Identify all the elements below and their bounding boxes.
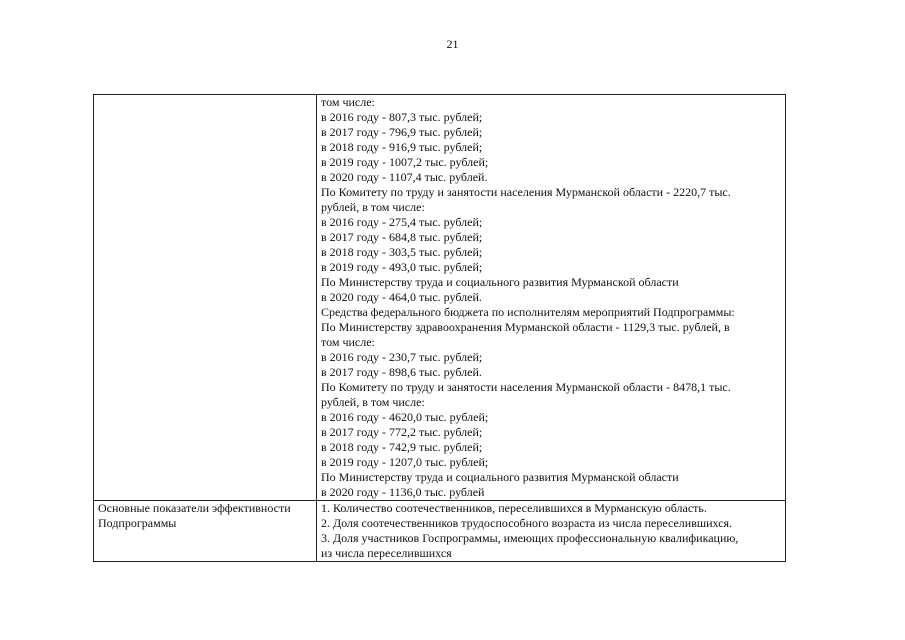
row-label-cell xyxy=(94,95,317,501)
page-number: 21 xyxy=(446,37,459,51)
text-line: том числе: xyxy=(321,335,375,349)
program-table xyxy=(93,94,786,562)
text-line: 3. Доля участников Госпрограммы, имеющих профессиональную квалификацию, xyxy=(321,531,739,545)
text-line: 1. Количество соотечественников, переселившихся в Мурманскую область. xyxy=(321,501,707,515)
text-line: том числе: xyxy=(321,95,375,109)
text-line: По Министерству труда и социального развития Мурманской области xyxy=(321,470,679,484)
text-line: в 2016 году - 4620,0 тыс. рублей; xyxy=(321,410,489,424)
text-line: Средства федерального бюджета по исполнителям мероприятий Подпрограммы: xyxy=(321,305,735,319)
text-line: в 2020 году - 464,0 тыс. рублей. xyxy=(321,290,482,304)
row-content-cell xyxy=(317,501,786,562)
text-line: в 2020 году - 1136,0 тыс. рублей xyxy=(321,485,485,499)
text-line: из числа переселившихся xyxy=(321,546,452,560)
text-line: в 2016 году - 230,7 тыс. рублей; xyxy=(321,350,483,364)
text-line: в 2018 году - 916,9 тыс. рублей; xyxy=(321,140,483,154)
text-line: По Министерству труда и социального развития Мурманской области xyxy=(321,275,679,289)
text-line: в 2019 году - 493,0 тыс. рублей; xyxy=(321,260,483,274)
row-content-cell xyxy=(317,95,786,501)
text-line: в 2018 году - 742,9 тыс. рублей; xyxy=(321,440,483,454)
table-row xyxy=(94,501,786,562)
text-line: в 2017 году - 772,2 тыс. рублей; xyxy=(321,425,483,439)
text-line: в 2018 году - 303,5 тыс. рублей; xyxy=(321,245,483,259)
text-line: рублей, в том числе: xyxy=(321,395,425,409)
text-line: в 2016 году - 807,3 тыс. рублей; xyxy=(321,110,483,124)
text-line: в 2017 году - 898,6 тыс. рублей. xyxy=(321,365,482,379)
text-line: рублей, в том числе: xyxy=(321,200,425,214)
text-line: По Комитету по труду и занятости населения Мурманской области - 8478,1 тыс. xyxy=(321,380,731,394)
text-line: в 2016 году - 275,4 тыс. рублей; xyxy=(321,215,483,229)
row-label-cell: Основные показатели эффективности Подпрограммы xyxy=(94,501,317,562)
text-line: в 2019 году - 1207,0 тыс. рублей; xyxy=(321,455,489,469)
text-line: в 2017 году - 796,9 тыс. рублей; xyxy=(321,125,483,139)
text-line: По Комитету по труду и занятости населения Мурманской области - 2220,7 тыс. xyxy=(321,185,731,199)
text-line: 2. Доля соотечественников трудоспособного возраста из числа переселившихся. xyxy=(321,516,733,530)
table-row xyxy=(94,95,786,501)
text-line: в 2019 году - 1007,2 тыс. рублей; xyxy=(321,155,489,169)
text-line: в 2020 году - 1107,4 тыс. рублей. xyxy=(321,170,488,184)
text-line: в 2017 году - 684,8 тыс. рублей; xyxy=(321,230,483,244)
text-line: По Министерству здравоохранения Мурманской области - 1129,3 тыс. рублей, в xyxy=(321,320,730,334)
